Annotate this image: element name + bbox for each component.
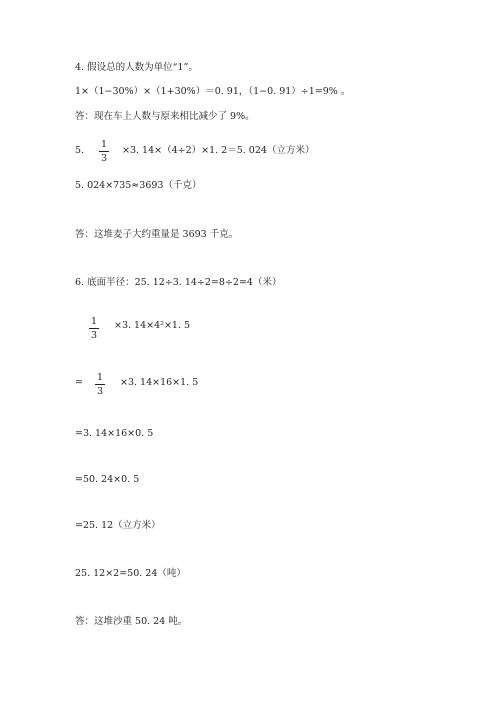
problem-5-answer: 答：这堆麦子大约重量是 3693 千克。 xyxy=(75,229,239,240)
problem-4-statement: 4. 假设总的人数为单位“1”。 xyxy=(75,62,198,73)
problem-5-calculation: ×3. 14×（4÷2）×1. 2＝5. 024（立方米） xyxy=(122,145,315,156)
fraction-denominator: 3 xyxy=(96,386,104,397)
problem-6-weight: 25. 12×2=50. 24（吨） xyxy=(75,568,186,579)
fraction-denominator: 3 xyxy=(100,153,108,164)
fraction-numerator: 1 xyxy=(90,316,98,327)
problem-6-step-1: ×3. 14×16×1. 5 xyxy=(120,377,199,388)
problem-4-answer: 答：现在车上人数与原来相比减少了 9%。 xyxy=(75,111,255,122)
fraction-numerator: 1 xyxy=(96,372,104,383)
problem-6-step-4: =25. 12（立方米） xyxy=(75,520,161,531)
problem-6-step-3: =50. 24×0. 5 xyxy=(75,474,140,485)
fraction-one-third xyxy=(89,316,99,341)
fraction-numerator: 1 xyxy=(100,139,108,150)
problem-6-answer: 答：这堆沙重 50. 24 吨。 xyxy=(75,616,188,627)
problem-6-radius: 6. 底面半径：25. 12÷3. 14÷2=8÷2=4（米） xyxy=(75,277,282,288)
fraction-bar xyxy=(95,384,105,385)
problem-6-step-prefix: = xyxy=(75,377,83,388)
problem-6-step-2: =3. 14×16×0. 5 xyxy=(75,428,154,439)
fraction-bar xyxy=(99,151,109,152)
fraction-one-third xyxy=(99,139,109,164)
problem-4-calculation: 1×（1−30%）×（1+30%）＝0. 91，（1−0. 91）÷1=9% 。 xyxy=(75,86,351,97)
problem-5-weight: 5. 024×735≈3693（千克） xyxy=(75,180,202,191)
fraction-denominator: 3 xyxy=(90,330,98,341)
problem-5-number: 5. xyxy=(75,145,85,156)
fraction-one-third xyxy=(95,372,105,397)
fraction-bar xyxy=(89,328,99,329)
problem-6-volume-formula: ×3. 14×4²×1. 5 xyxy=(114,320,191,331)
